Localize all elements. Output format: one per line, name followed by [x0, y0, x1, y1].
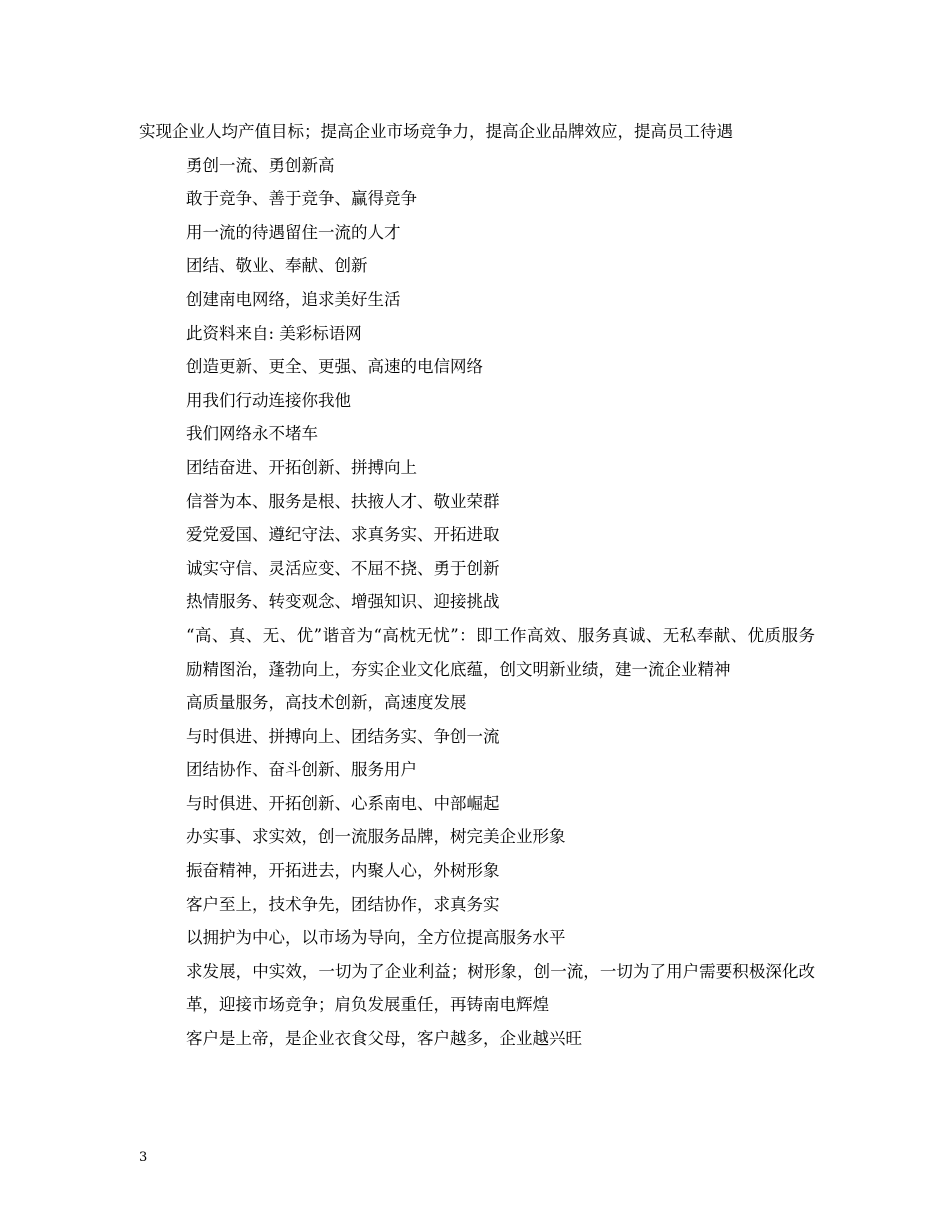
- document-body: [139, 115, 832, 1056]
- paragraph: 勇创一流、勇创新高: [186, 155, 335, 175]
- paragraph: 我们网络永不堵车: [186, 424, 318, 444]
- paragraph: 振奋精神，开拓进去，内聚人心，外树形象: [186, 861, 500, 881]
- paragraph: 高质量服务，高技术创新，高速度发展: [186, 693, 467, 713]
- paragraph: 诚实守信、灵活应变、不屈不挠、勇于创新: [186, 558, 500, 578]
- paragraph: 与时俱进、拼搏向上、团结务实、争创一流: [186, 726, 500, 746]
- paragraph: 创建南电网络，追求美好生活: [186, 289, 401, 309]
- paragraph: 实现企业人均产值目标；提高企业市场竞争力，提高企业品牌效应，提高员工待遇: [139, 122, 733, 141]
- paragraph: 求发展，中实效，一切为了企业利益；树形象，创一流，一切为了用户需要积极深化改革，迎接市场竞争；肩负发展重任，再铸南电辉煌: [186, 961, 815, 1015]
- paragraph: 敢于竞争、善于竞争、赢得竞争: [186, 189, 417, 209]
- paragraph: 此资料来自: 美彩标语网: [186, 323, 362, 343]
- paragraph: 客户至上，技术争先，团结协作，求真务实: [186, 894, 500, 914]
- paragraph: 办实事、求实效，创一流服务品牌，树完美企业形象: [186, 827, 566, 847]
- paragraph: 以拥护为中心，以市场为导向，全方位提高服务水平: [186, 928, 566, 948]
- paragraph: 团结协作、奋斗创新、服务用户: [186, 760, 417, 780]
- paragraph: 客户是上帝，是企业衣食父母，客户越多，企业越兴旺: [186, 1029, 582, 1049]
- paragraph: 爱党爱国、遵纪守法、求真务实、开拓进取: [186, 525, 500, 545]
- paragraph: 用一流的待遇留住一流的人才: [186, 222, 401, 242]
- paragraph: 团结奋进、开拓创新、拼搏向上: [186, 457, 417, 477]
- paragraph: 与时俱进、开拓创新、心系南电、中部崛起: [186, 793, 500, 813]
- paragraph: 用我们行动连接你我他: [186, 390, 351, 410]
- paragraph: “高、真、无、优”谐音为“高枕无忧”：即工作高效、服务真诚、无私奉献、优质服务 励精图治，蓬勃向上，夯实企业文化底蕴，创文明新业绩，建一流企业精神: [186, 625, 832, 679]
- paragraph: 团结、敬业、奉献、创新: [186, 256, 368, 276]
- paragraph: 信誉为本、服务是根、扶掖人才、敬业荣群: [186, 491, 500, 511]
- paragraph: 热情服务、转变观念、增强知识、迎接挑战: [186, 592, 500, 612]
- page-number: 3: [139, 1150, 148, 1165]
- paragraph: 创造更新、更全、更强、高速的电信网络: [186, 357, 483, 377]
